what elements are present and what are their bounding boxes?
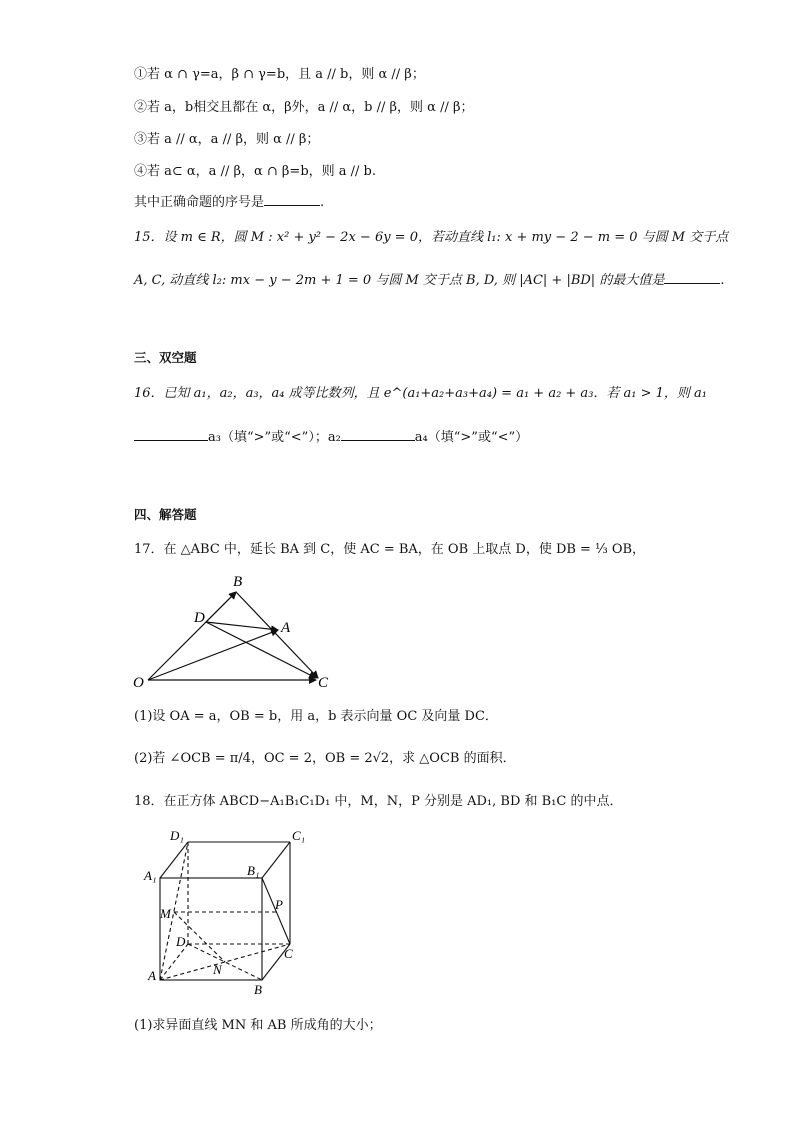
label-C1: C₁ xyxy=(292,828,306,843)
q15-text: A, C, 动直线 l₂: mx − y − 2m + 1 = 0 与圆 M 交于点 B, D, 则 |AC| + |BD| 的最大值是 xyxy=(134,273,665,288)
label-D: D xyxy=(176,934,186,949)
q16-blank-2[interactable] xyxy=(341,428,415,441)
q17-part-2: (2)若 ∠OCB = π/4，OC = 2，OB = 2√2，求 △OCB 的面积． xyxy=(134,751,516,766)
q15-period: . xyxy=(720,273,725,288)
q16-line-2 xyxy=(134,428,528,447)
q16-part-1: a₃（填“>”或“<”）；a₂ xyxy=(208,430,341,445)
statement-3: ③若 a // α，a // β，则 α // β； xyxy=(134,132,320,147)
statement-2: ②若 a，b相交且都在 α，β外，a // α，b // β，则 α // β； xyxy=(134,100,474,115)
q18-stem: 18．在正方体 ABCD−A₁B₁C₁D₁ 中，M，N，P 分别是 AD₁, BD 和 B₁C 的中点． xyxy=(134,794,623,809)
q14-answer-line xyxy=(134,193,324,212)
q15-line-2 xyxy=(134,271,724,290)
label-A1: A₁ xyxy=(144,868,157,883)
q17-part-1: (1)设 OA = a，OB = b，用 a，b 表示向量 OC 及向量 DC． xyxy=(134,709,498,724)
statement-4: ④若 a⊂ α，a // β，α ∩ β=b，则 a // b. xyxy=(134,164,377,179)
q18-part-1: (1)求异面直线 MN 和 AB 所成角的大小； xyxy=(134,1018,382,1033)
label-M: M xyxy=(160,906,171,921)
q15-line-1: 15．设 m ∈ R，圆 M : x² + y² − 2x − 6y = 0，若动直线 l₁: x + my − 2 − m = 0 与圆 M 交于点 xyxy=(134,230,729,245)
label-P: P xyxy=(275,897,283,912)
q16-line-1: 16．已知 a₁，a₂，a₃，a₄ 成等比数列，且 e^(a₁+a₂+a₃+a₄) = a₁ + a₂ + a₃．若 a₁ > 1，则 a₁ xyxy=(134,386,708,401)
label-D: D xyxy=(194,610,205,626)
label-C: C xyxy=(318,675,329,691)
label-N: N xyxy=(213,962,222,977)
label-A: A xyxy=(148,968,156,983)
label-A: A xyxy=(281,620,291,636)
q16-part-2: a₄（填“>”或“<”） xyxy=(414,430,529,445)
label-O: O xyxy=(133,675,144,691)
q14-blank[interactable] xyxy=(264,193,320,206)
label-B: B xyxy=(233,574,243,590)
section-4-heading: 四、解答题 xyxy=(134,507,197,522)
label-B1: B₁ xyxy=(247,863,260,878)
label-B: B xyxy=(254,982,262,997)
q14-period: . xyxy=(320,195,325,210)
label-D1: D₁ xyxy=(170,828,184,843)
section-3-heading: 三、双空题 xyxy=(134,350,197,365)
label-C: C xyxy=(284,946,293,961)
statement-1: ①若 α ∩ γ=a，β ∩ γ=b，且 a // b，则 α // β； xyxy=(134,67,425,82)
triangle-vector-figure xyxy=(128,572,338,692)
cube-figure xyxy=(140,828,310,1000)
q17-stem: 17．在 △ABC 中，延长 BA 到 C，使 AC = BA，在 OB 上取点 D，使 DB = ⅓ OB， xyxy=(134,542,646,557)
q15-blank[interactable] xyxy=(664,271,720,284)
q14-prompt: 其中正确命题的序号是 xyxy=(134,195,265,210)
q16-blank-1[interactable] xyxy=(134,428,208,441)
